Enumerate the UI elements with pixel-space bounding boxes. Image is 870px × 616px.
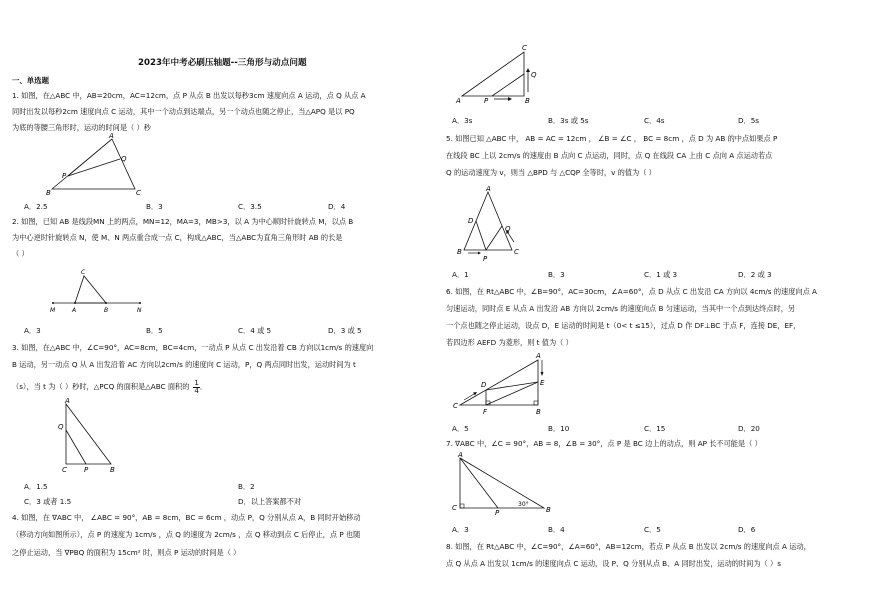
q6-triangle (460, 360, 538, 405)
q2-label-c: C (81, 269, 86, 276)
q3-triangle (66, 404, 111, 464)
q2-point-m (52, 302, 54, 304)
q6-option-d: D．20 (738, 424, 760, 433)
q5-text-line2: 在线段 BC 上以 2cm/s 的速度由 B 点向 C 点运动，同时，点 Q 在线段 CA 上由 C 点向 A 点运动若点 (446, 151, 773, 160)
q2-triangle (75, 276, 106, 303)
q1-label-c: C (136, 189, 141, 197)
q4-option-d: D．5s (738, 116, 760, 125)
q8-text-line1: 8. 如图，在 Rt△ABC 中，∠C=90°，∠A=60°，AB=12cm，若点 P 从点 B 出发以 2cm/s 的速度向点 A 运动， (446, 542, 811, 551)
q5-label-p: P (483, 255, 488, 263)
q3-text-line3-end: ． (199, 382, 208, 392)
q7-label-a: A (458, 451, 463, 459)
q5-label-c: C (514, 248, 519, 256)
q4-text-line2: （移动方向如图所示），点 P 的速度为 1cm/s ，点 Q 的速度为 2cm/s ，点 Q 移动到点 C 后停止，点 P 也随 (12, 530, 361, 539)
q3-segment-pq (66, 430, 86, 464)
left-column (0, 0, 430, 616)
q1-text-line2: 同时出发以每秒2cm 速度向点 C 运动，其中一个动点到达端点，另一个动点也随之停止，当△APQ 是以 PQ (12, 107, 355, 116)
q2-text-line1: 2. 如图，已知 AB 是线段MN 上的两点，MN=12，MA=3，MB>3，以 A 为中心顺时针旋转点 M，以点 B (12, 217, 354, 226)
q6-text-line3: 一个点也随之停止运动，设点 D，E 运动的时间是 t（0< t ≤15），过点 D 作 DF⊥BC 于点 F，连接 DE，EF， (446, 321, 801, 330)
q2-text-line3: （ ） (12, 249, 29, 258)
q6-text-line4: 若四边形 AEFD 为菱形，则 t 值为（ ） (446, 338, 573, 347)
q5-text-line3: Q 的运动速度为 v，则当 △BPD 与 △CQP 全等时，v 的值为（ ） (446, 168, 656, 177)
q6-label-e: E (540, 379, 545, 387)
q2-label-n: N (137, 307, 142, 314)
q2-option-c: C．4 或 5 (238, 326, 272, 335)
q5-segment-pq (486, 226, 502, 250)
q4-label-q: Q (531, 71, 537, 79)
q4-figure (452, 44, 542, 108)
q3-label-b: B (110, 466, 115, 474)
q7-label-b: B (546, 506, 551, 514)
q2-point-b (105, 302, 107, 304)
q5-option-c: C．1 或 3 (644, 270, 678, 279)
q3-fraction-numerator: 1 (194, 378, 199, 387)
q2-label-b: B (104, 307, 109, 314)
page-title: 2023年中考必刷压轴题--三角形与动点问题 (138, 58, 307, 68)
q6-arrowhead-e (541, 372, 544, 376)
q4-text-line3: 之停止运动，当 ∇PBQ 的面积为 15cm² 时，则点 P 运动的时间是（ ） (12, 548, 241, 557)
q5-label-a: A (486, 185, 491, 193)
q6-text-line2: 匀速运动，同时点 E 从点 A 出发沿 AB 方向以 2cm/s 的速度向点 B 匀速运动，当其中一个点到达终点时，另 (446, 304, 796, 313)
q5-option-d: D．2 或 3 (738, 270, 772, 279)
q3-label-a: A (65, 397, 70, 405)
q7-text-line1: 7. ∇ABC 中，∠C = 90°，AB = 8，∠B = 30°，点 P 是 BC 边上的动点，则 AP 长不可能是（ ） (446, 439, 762, 448)
q5-label-q: Q (505, 225, 511, 233)
q7-segment-ap (460, 458, 498, 508)
q3-figure (56, 398, 126, 478)
q2-option-a: A．3 (24, 326, 41, 335)
q4-label-p: P (484, 97, 489, 105)
q1-triangle (52, 139, 135, 189)
q2-figure (48, 266, 148, 316)
q3-label-c: C (62, 466, 67, 474)
q4-option-b: B．3s 或 5s (548, 116, 589, 125)
q7-label-p: P (495, 509, 500, 517)
q4-label-c: C (522, 44, 527, 52)
q2-label-a: A (72, 307, 77, 314)
q1-text-line1: 1. 如图，在△ABC 中，AB=20cm，AC=12cm，点 P 从点 B 出发以每秒3cm 速度向点 A 运动，点 Q 从点 A (12, 91, 366, 100)
right-column (438, 0, 870, 616)
q2-option-d: D．3 或 5 (328, 326, 362, 335)
q6-label-b: B (536, 408, 541, 416)
q1-label-b: B (46, 189, 51, 197)
q4-arrowhead-q (526, 68, 530, 72)
q8-text-line2: 点 Q 从点 A 出发以 1cm/s 的速度向点 C 运动，设 P、Q 分别从点 B、A 同时出发，运动的时间为（ ）s (446, 559, 781, 568)
q5-label-d: D (468, 217, 474, 225)
q4-option-a: A．3s (452, 116, 473, 125)
q6-arrow-d (464, 394, 474, 400)
q1-segment-ap (68, 139, 112, 176)
q6-text-line1: 6. 如图，在 Rt△ABC 中，∠B=90°，AC=30cm，∠A=60°，点 D 从点 C 出发沿 CA 方向以 4cm/s 的速度向点 A (446, 287, 817, 296)
q6-right-angle-b (534, 401, 538, 405)
q6-label-c: C (453, 402, 458, 410)
q1-segment-pq (68, 159, 120, 176)
q7-option-b: B．4 (548, 525, 565, 534)
q1-label-q: Q (121, 155, 127, 163)
section-heading: 一、单选题 (12, 76, 49, 85)
q5-segment-dp (476, 221, 486, 250)
q4-segment-pq (492, 74, 524, 96)
q6-label-d: D (481, 381, 487, 389)
q5-text-line1: 5. 如图已知 △ABC 中， AB = AC = 12cm ， ∠B = ∠C ， BC = 8cm ，点 D 为 AB 的中点如果点 P (446, 134, 778, 143)
q1-option-b: B．3 (146, 202, 163, 211)
q4-label-b: B (525, 97, 530, 105)
q5-label-b: B (457, 248, 462, 256)
q7-figure (452, 452, 562, 516)
q4-triangle (462, 52, 524, 96)
q3-text-line1: 3. 如图，在△ABC 中，∠C=90°，AC=8cm，BC=4cm，一动点 P 从点 C 出发沿着 CB 方向以1cm/s 的速度向 (12, 343, 374, 352)
q5-arrowhead-p (478, 252, 481, 255)
q1-option-c: C．3.5 (238, 202, 262, 211)
q6-option-a: A．5 (452, 424, 469, 433)
q4-label-a: A (456, 97, 461, 105)
q3-option-a: A．1.5 (24, 482, 48, 491)
q2-label-m: M (50, 307, 56, 314)
q1-figure (40, 134, 150, 196)
q6-label-f: F (483, 408, 488, 416)
q6-option-c: C．15 (644, 424, 666, 433)
q2-text-line2: 为中心逆时针旋转点 N，使 M、N 两点重合成一点 C，构成△ABC，当△ABC为直角三角形时 AB 的长是 (12, 233, 343, 242)
q6-arrowhead-d (473, 392, 477, 396)
q4-arrowhead-p (508, 97, 512, 101)
q1-label-p: P (62, 172, 67, 180)
q1-label-a: A (109, 132, 114, 140)
q3-label-q: Q (58, 423, 64, 431)
q5-option-b: B．3 (548, 270, 565, 279)
q3-option-c: C．3 或者 1.5 (24, 497, 72, 506)
q7-option-a: A．3 (452, 525, 469, 534)
q4-text-line1: 4. 如图，在 ∇ABC 中， ∠ABC = 90°，AB = 8cm，BC = 6cm ，动点 P，Q 分别从点 A，B 同时开始移动 (12, 513, 361, 522)
q3-text-line3 (12, 377, 207, 397)
q7-option-c: C．5 (644, 525, 661, 534)
q7-option-d: D．6 (738, 525, 756, 534)
q2-point-n (139, 302, 141, 304)
q7-triangle (460, 458, 544, 508)
q6-figure (450, 352, 560, 416)
q6-segment-de (486, 382, 538, 390)
q7-label-c: C (452, 504, 457, 512)
q1-text-line3: 为底的等腰三角形时，运动的时间是（ ）秒 (12, 123, 151, 132)
q7-right-angle-c (460, 504, 464, 508)
q4-option-c: C．4s (644, 116, 665, 125)
q1-option-a: A．2.5 (24, 202, 48, 211)
q3-option-d: D．以上答案都不对 (238, 497, 302, 506)
q5-option-a: A．1 (452, 270, 469, 279)
q3-fraction-denominator: 4 (194, 386, 199, 395)
q7-label-angle: 30° (518, 501, 529, 508)
q3-label-p: P (84, 466, 89, 474)
q5-arrow-q (508, 233, 514, 242)
q3-text-line2: B 运动，另一动点 Q 从 A 出发沿着 AC 方向以2cm/s 的速度向 C 运动，P，Q 两点同时出发，运动时间为 t (12, 360, 356, 369)
q5-figure (456, 186, 536, 266)
q2-option-b: B．5 (146, 326, 163, 335)
q6-option-b: B．10 (548, 424, 570, 433)
q1-option-d: D．4 (328, 202, 346, 211)
q2-point-a (74, 302, 76, 304)
q3-text-line3-start: （s），当 t 为（ ）秒时，△PCQ 的面积是△ABC 面积的 (12, 382, 190, 392)
q3-option-b: B．2 (238, 482, 255, 491)
q6-label-a: A (536, 352, 541, 360)
